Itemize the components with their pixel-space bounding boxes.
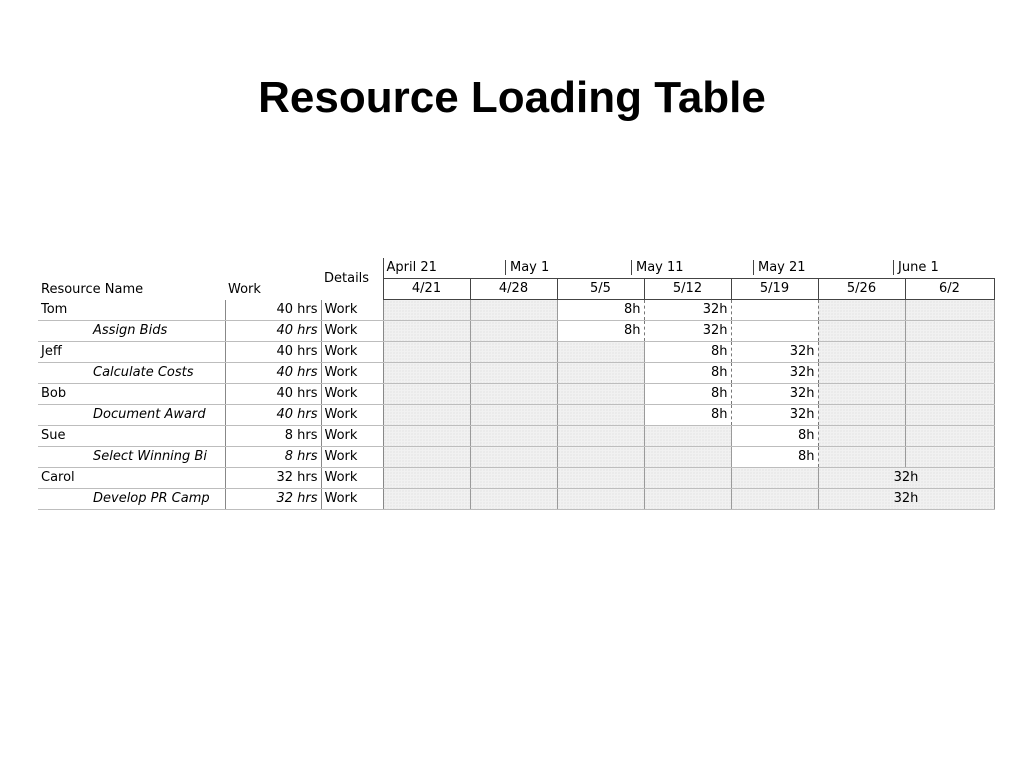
week-cell[interactable] [470, 447, 557, 468]
week-cell[interactable]: 32h [731, 363, 818, 384]
week-cell[interactable] [470, 384, 557, 405]
week-cell[interactable] [818, 384, 905, 405]
timescale-major-june-1: June 1 [905, 258, 994, 279]
week-cell[interactable] [383, 489, 470, 510]
resource-name-cell[interactable]: Jeff [38, 342, 225, 363]
task-name-cell[interactable]: Develop PR Camp [38, 489, 225, 510]
timescale-major-may-11: May 11 [644, 258, 731, 279]
week-header-4-21: 4/21 [383, 279, 470, 300]
week-cell[interactable]: 8h [644, 363, 731, 384]
week-cell[interactable]: 32h [731, 405, 818, 426]
work-header[interactable]: Work [228, 281, 261, 297]
week-cell[interactable] [818, 342, 905, 363]
timescale-major-may-1: May 1 [470, 258, 557, 279]
details-cell: Work [321, 426, 383, 447]
week-cell[interactable] [383, 363, 470, 384]
week-cell[interactable] [470, 405, 557, 426]
work-cell[interactable]: 40 hrs [225, 300, 321, 321]
week-header-5-12: 5/12 [644, 279, 731, 300]
details-cell: Work [321, 384, 383, 405]
task-name-cell[interactable]: Calculate Costs [38, 363, 225, 384]
week-cell[interactable] [557, 363, 644, 384]
week-cell[interactable] [731, 321, 818, 342]
timescale-major-row [38, 258, 994, 279]
week-cell[interactable] [470, 489, 557, 510]
week-cell[interactable]: 32h [731, 384, 818, 405]
details-cell: Work [321, 363, 383, 384]
table-row[interactable] [38, 405, 994, 426]
week-cell[interactable] [644, 489, 731, 510]
task-name-cell[interactable]: Assign Bids [38, 321, 225, 342]
week-cell[interactable] [383, 384, 470, 405]
week-cell[interactable] [644, 468, 731, 489]
week-cell[interactable] [818, 405, 905, 426]
work-cell[interactable]: 40 hrs [225, 405, 321, 426]
week-cell[interactable] [470, 363, 557, 384]
week-cell[interactable]: 32h [644, 321, 731, 342]
details-cell: Work [321, 342, 383, 363]
table-row[interactable] [38, 342, 994, 363]
work-cell[interactable]: 40 hrs [225, 342, 321, 363]
details-cell: Work [321, 447, 383, 468]
week-cell[interactable]: 8h [644, 342, 731, 363]
week-cell[interactable]: 32h [818, 468, 994, 489]
week-cell[interactable] [557, 342, 644, 363]
week-cell[interactable]: 8h [557, 300, 644, 321]
table-row[interactable] [38, 426, 994, 447]
resource-name-cell[interactable]: Carol [38, 468, 225, 489]
week-cell[interactable] [557, 384, 644, 405]
week-cell[interactable] [383, 300, 470, 321]
week-header-5-19: 5/19 [731, 279, 818, 300]
week-cell[interactable] [644, 426, 731, 447]
work-cell[interactable]: 32 hrs [225, 468, 321, 489]
details-cell: Work [321, 405, 383, 426]
work-cell[interactable]: 40 hrs [225, 363, 321, 384]
week-cell[interactable] [818, 321, 905, 342]
work-cell[interactable]: 32 hrs [225, 489, 321, 510]
week-cell[interactable] [818, 363, 905, 384]
week-cell[interactable] [383, 405, 470, 426]
week-header-5-26: 5/26 [818, 279, 905, 300]
week-cell[interactable] [905, 405, 994, 426]
week-cell[interactable] [383, 321, 470, 342]
details-cell: Work [321, 468, 383, 489]
week-cell[interactable] [470, 300, 557, 321]
week-cell[interactable] [818, 426, 905, 447]
week-cell[interactable] [557, 447, 644, 468]
week-cell[interactable] [470, 468, 557, 489]
work-cell[interactable]: 8 hrs [225, 447, 321, 468]
week-cell[interactable] [557, 468, 644, 489]
week-cell[interactable] [470, 342, 557, 363]
week-cell[interactable] [905, 300, 994, 321]
week-header-4-28: 4/28 [470, 279, 557, 300]
resource-name-header[interactable]: Resource Name [41, 281, 144, 297]
week-cell[interactable] [905, 384, 994, 405]
week-cell[interactable]: 8h [557, 321, 644, 342]
work-cell[interactable]: 40 hrs [225, 321, 321, 342]
resource-name-cell[interactable]: Sue [38, 426, 225, 447]
table-row[interactable] [38, 468, 994, 489]
week-cell[interactable] [731, 468, 818, 489]
week-cell[interactable] [905, 447, 994, 468]
work-cell[interactable]: 40 hrs [225, 384, 321, 405]
resource-name-cell[interactable]: Bob [38, 384, 225, 405]
week-cell[interactable] [905, 321, 994, 342]
details-header[interactable]: Details [324, 270, 370, 286]
timescale-major-may-21: May 21 [731, 258, 818, 279]
week-cell[interactable] [818, 447, 905, 468]
week-cell[interactable] [383, 447, 470, 468]
week-cell[interactable]: 32h [818, 489, 994, 510]
week-cell[interactable]: 8h [731, 447, 818, 468]
task-name-cell[interactable]: Select Winning Bi [38, 447, 225, 468]
week-cell[interactable] [731, 489, 818, 510]
week-cell[interactable] [557, 426, 644, 447]
resource-loading-table [38, 258, 995, 510]
week-cell[interactable] [905, 363, 994, 384]
week-cell[interactable] [818, 300, 905, 321]
table-row[interactable] [38, 447, 994, 468]
week-cell[interactable]: 32h [731, 342, 818, 363]
table-row[interactable] [38, 321, 994, 342]
week-cell[interactable]: 32h [644, 300, 731, 321]
week-cell[interactable] [383, 342, 470, 363]
table-row[interactable] [38, 363, 994, 384]
week-cell[interactable] [557, 489, 644, 510]
week-cell[interactable] [905, 342, 994, 363]
table-row[interactable] [38, 300, 994, 321]
details-cell: Work [321, 300, 383, 321]
week-cell[interactable]: 8h [644, 405, 731, 426]
week-cell[interactable] [905, 426, 994, 447]
week-cell[interactable] [644, 447, 731, 468]
week-cell[interactable] [557, 405, 644, 426]
task-name-cell[interactable]: Document Award [38, 405, 225, 426]
table-row[interactable] [38, 489, 994, 510]
week-header-6-2: 6/2 [905, 279, 994, 300]
resource-name-cell[interactable]: Tom [38, 300, 225, 321]
work-cell[interactable]: 8 hrs [225, 426, 321, 447]
resource-usage-sheet [38, 258, 995, 510]
timescale-major-april-21: April 21 [383, 258, 470, 279]
week-cell[interactable] [470, 426, 557, 447]
week-cell[interactable] [731, 300, 818, 321]
week-cell[interactable] [383, 468, 470, 489]
slide-title: Resource Loading Table [258, 73, 766, 122]
details-cell: Work [321, 489, 383, 510]
week-cell[interactable]: 8h [644, 384, 731, 405]
week-cell[interactable] [383, 426, 470, 447]
details-cell: Work [321, 321, 383, 342]
timescale-major-spacer-2 [818, 258, 905, 279]
week-cell[interactable]: 8h [731, 426, 818, 447]
week-header-5-5: 5/5 [557, 279, 644, 300]
table-row[interactable] [38, 384, 994, 405]
week-cell[interactable] [470, 321, 557, 342]
